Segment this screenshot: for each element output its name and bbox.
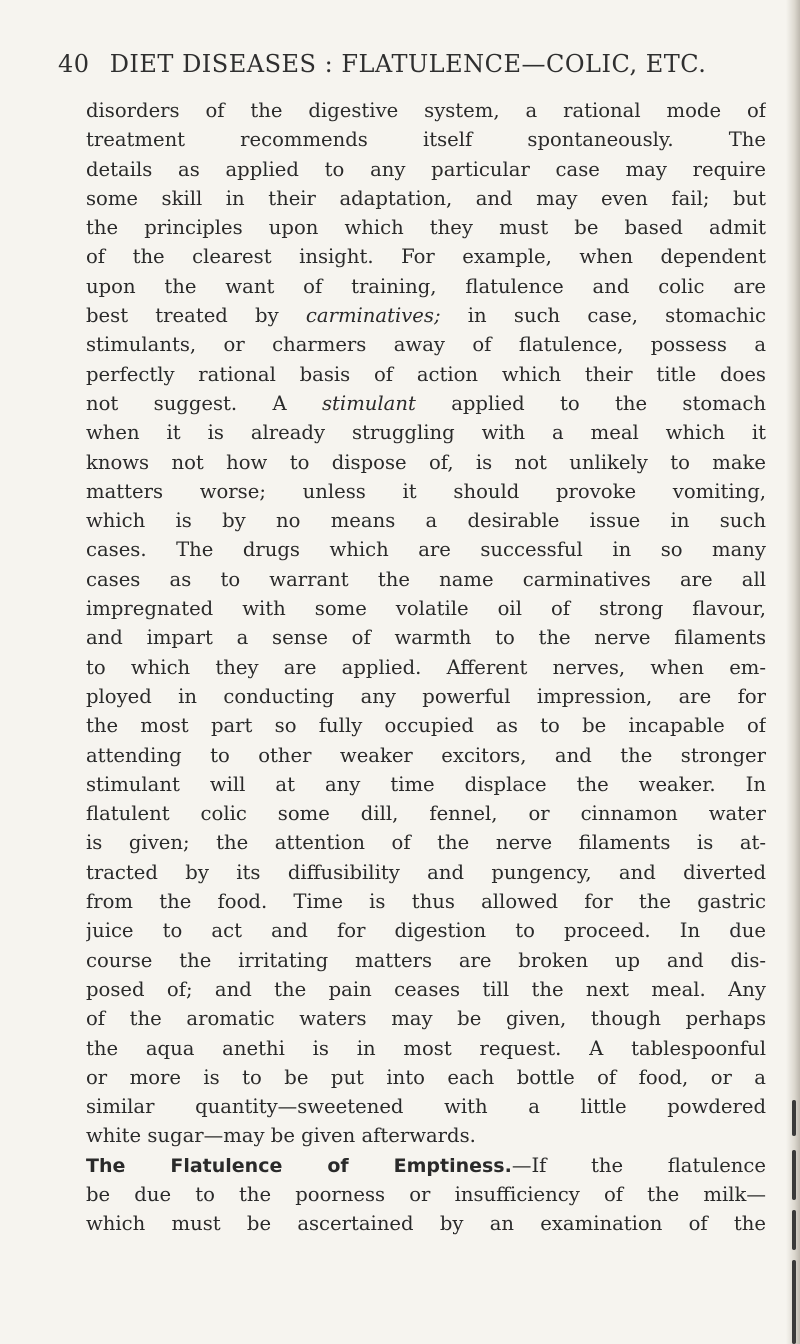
text-line: the principles upon which they must be based admit <box>86 216 766 240</box>
text-line: some skill in their adaptation, and may even fail; but <box>86 186 766 210</box>
text-line: posed of; and the pain ceases till the next meal. Any <box>86 977 766 1001</box>
text-line: of the aromatic waters may be given, though perhaps <box>86 1007 766 1031</box>
text-line: tracted by its diffusibility and pungency, and diverted <box>86 860 766 884</box>
text-line: disorders of the digestive system, a rational mode of <box>86 99 766 122</box>
text-line: of the clearest insight. For example, when dependent <box>86 245 766 269</box>
text-line: upon the want of training, flatulence and colic are <box>86 274 766 298</box>
text-line: is given; the attention of the nerve filaments is at- <box>86 831 766 855</box>
text-line: stimulants, or charmers away of flatulence, possess a <box>86 333 766 357</box>
section-heading-line: The Flatulence of Emptiness.—If the flatulence <box>86 1153 766 1177</box>
running-head <box>58 50 758 78</box>
text-line: matters worse; unless it should provoke vomiting, <box>86 479 766 503</box>
page-edge-shadow <box>786 0 800 1344</box>
text-line: be due to the poorness or insufficiency of the milk— <box>86 1182 766 1206</box>
edge-mark <box>792 1100 796 1136</box>
body-text <box>86 96 766 1239</box>
text-line: stimulant will at any time displace the weaker. In <box>86 772 766 796</box>
text-line: impregnated with some volatile oil of strong flavour, <box>86 597 766 621</box>
text-line: attending to other weaker excitors, and the stronger <box>86 743 766 767</box>
italic-term: stimulant <box>322 391 416 415</box>
text-line: cases. The drugs which are successful in so many <box>86 538 766 562</box>
text-line: which is by no means a desirable issue in such <box>86 509 766 533</box>
text-line: course the irritating matters are broken up and dis- <box>86 948 766 972</box>
text-line: white sugar—may be given afterwards. <box>86 1124 476 1148</box>
edge-mark <box>792 1260 796 1344</box>
text-line: best treated by carminatives; in such case, stomachic <box>86 304 766 328</box>
text-line: juice to act and for digestion to proceed. In due <box>86 919 766 943</box>
edge-mark <box>792 1150 796 1200</box>
text-line: cases as to warrant the name carminatives are all <box>86 567 766 591</box>
text-line: treatment recommends itself spontaneously. The <box>86 128 766 152</box>
edge-mark <box>792 1210 796 1250</box>
text-line: which must be ascertained by an examination of the <box>86 1212 766 1236</box>
page-number: 40 <box>58 50 90 78</box>
text-line: or more is to be put into each bottle of food, or a <box>86 1065 766 1089</box>
text-line: the most part so fully occupied as to be incapable of <box>86 714 766 738</box>
text-line: ployed in conducting any powerful impression, are for <box>86 684 766 708</box>
text-line: perfectly rational basis of action which their title does <box>86 362 766 386</box>
section-heading: The Flatulence of Emptiness. <box>86 1154 512 1177</box>
text-line: not suggest. A stimulant applied to the stomach <box>86 391 766 415</box>
text-line: knows not how to dispose of, is not unlikely to make <box>86 450 766 474</box>
text-line: flatulent colic some dill, fennel, or cinnamon water <box>86 802 766 826</box>
italic-term: carminatives; <box>305 304 441 328</box>
text-line: when it is already struggling with a meal which it <box>86 421 766 445</box>
running-title: DIET DISEASES : FLATULENCE—COLIC, ETC. <box>109 50 707 78</box>
text-line: similar quantity—sweetened with a little powdered <box>86 1095 766 1119</box>
text-line: and impart a sense of warmth to the nerve filaments <box>86 626 766 650</box>
text-line: from the food. Time is thus allowed for the gastric <box>86 890 766 914</box>
text-line: to which they are applied. Afferent nerves, when em- <box>86 655 766 679</box>
text-line: details as applied to any particular case may require <box>86 157 766 181</box>
text-line: the aqua anethi is in most request. A tablespoonful <box>86 1036 766 1060</box>
